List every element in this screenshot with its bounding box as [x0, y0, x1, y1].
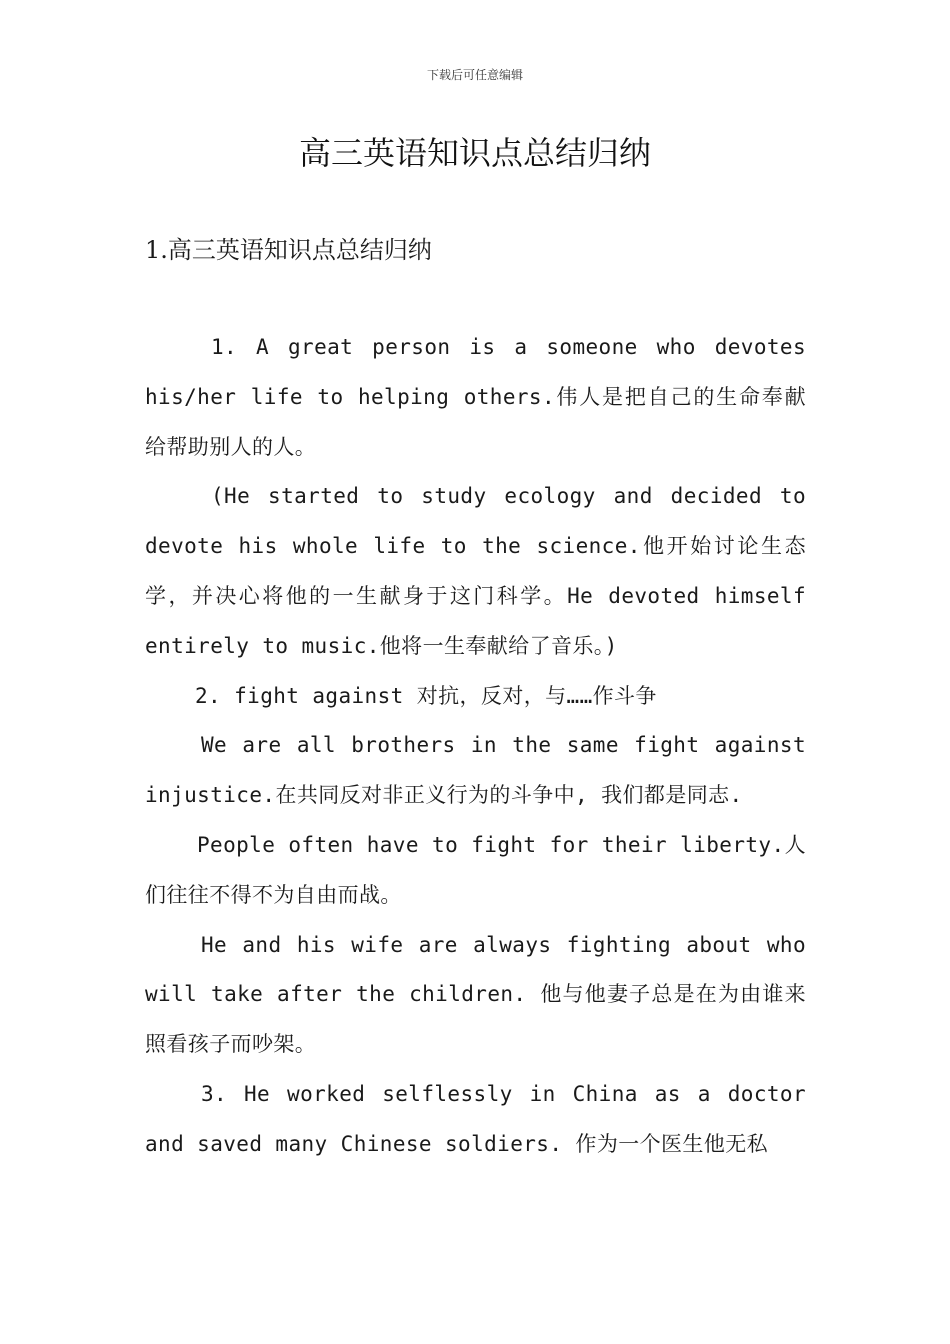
section-heading: 1.高三英语知识点总结归纳: [145, 236, 432, 264]
paragraph-3: 2. fight against 对抗，反对，与……作斗争: [195, 683, 657, 708]
download-note: 下载后可任意编辑: [426, 68, 523, 82]
paragraph-4: We are all brothers in the same fight against injustice.在共同反对非正义行为的斗争中, 我们都是同志.: [145, 733, 806, 808]
document-body: [145, 323, 806, 1170]
paragraph-6: He and his wife are always fighting about who will take after the children. 他与他妻子总是在为由谁来照看孩子而吵架。: [145, 932, 806, 1057]
paragraph-2: (He started to study ecology and decided to devote his whole life to the science.他开始讨论生态学，并决心将他的一生献身于这门科学。He devoted himself entirely to music.他将一生奉献给了音乐。): [145, 484, 806, 658]
paragraph-7: 3. He worked selflessly in China as a doctor and saved many Chinese soldiers. 作为一个医生他无私: [145, 1081, 806, 1156]
paragraph-1: 1. A great person is a someone who devotes his/her life to helping others.伟人是把自己的生命奉献给帮助别人的人。: [145, 335, 806, 459]
document-title: 高三英语知识点总结归纳: [298, 134, 651, 172]
paragraph-5: People often have to fight for their liberty.人们往往不得不为自由而战。: [145, 832, 806, 907]
